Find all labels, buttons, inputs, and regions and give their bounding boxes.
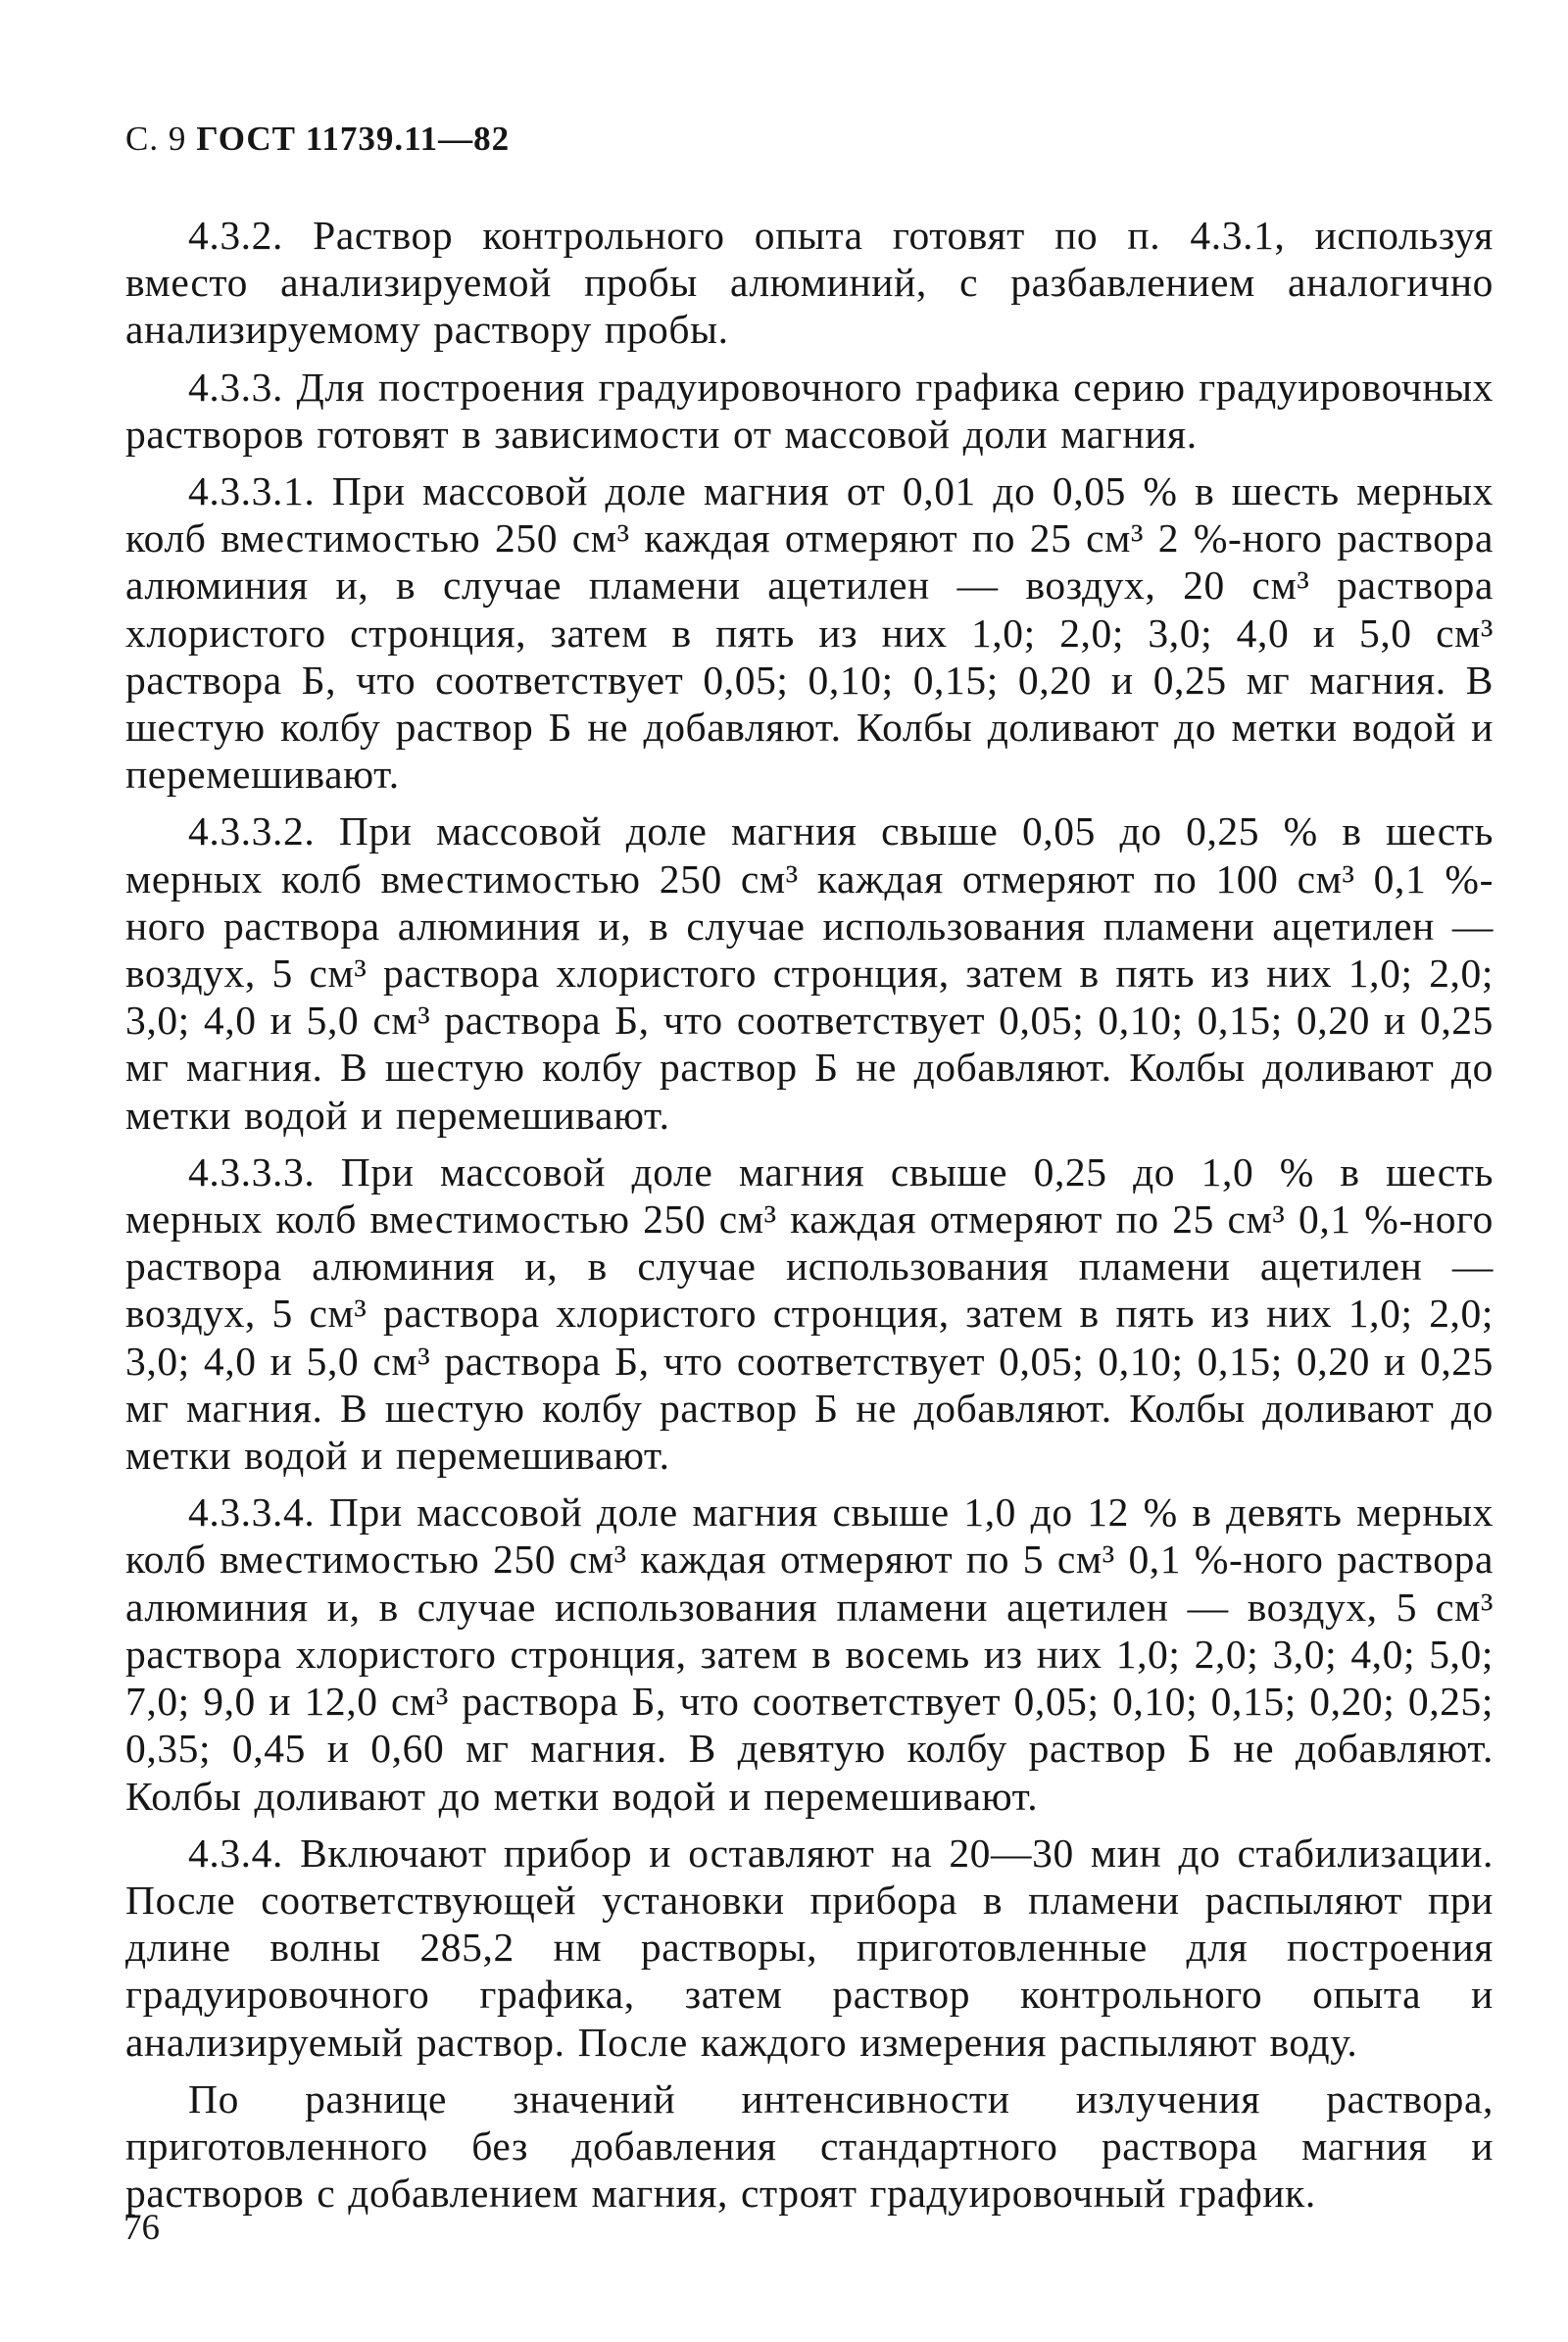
- header-standard-code: ГОСТ 11739.11—82: [196, 120, 511, 158]
- page-number: 76: [123, 2208, 160, 2248]
- paragraph-4-3-2: 4.3.2. Раствор контрольного опыта готовят по п. 4.3.1, используя вместо анализируемой пробы алюминий, с разбавлением аналогично анализируемому раствору пробы.: [125, 213, 1494, 353]
- paragraph-4-3-3-3: 4.3.3.3. При массовой доле магния свыше 0,25 до 1,0 % в шесть мерных колб вместимостью 250 см³ каждая отмеряют по 25 см³ 0,1 %-ного раствора алюминия и, в случае использования пламени ацетилен — воздух, 5 см³ раствора хлористого стронция, затем в пять из них 1,0; 2,0; 3,0; 4,0 и 5,0 см³ раствора Б, что соответствует 0,05; 0,10; 0,15; 0,20 и 0,25 мг магния. В шестую колбу раствор Б не добавляют. Колбы доливают до метки водой и перемешивают.: [125, 1148, 1494, 1479]
- paragraph-calibration-graph: По разнице значений интенсивности излучения раствора, приготовленного без добавления стандартного раствора магния и растворов с добавлением магния, строят градуировочный график.: [125, 2075, 1494, 2217]
- paragraph-4-3-3-4: 4.3.3.4. При массовой доле магния свыше 1,0 до 12 % в девять мерных колб вместимостью 250 см³ каждая отмеряют по 5 см³ 0,1 %-ного раствора алюминия и, в случае использования пламени ацетилен — воздух, 5 см³ раствора хлористого стронция, затем в восемь из них 1,0; 2,0; 3,0; 4,0; 5,0; 7,0; 9,0 и 12,0 см³ раствора Б, что соответствует 0,05; 0,10; 0,15; 0,20; 0,25; 0,35; 0,45 и 0,60 мг магния. В девятую колбу раствор Б не добавляют. Колбы доливают до метки водой и перемешивают.: [125, 1489, 1494, 1819]
- document-body: [125, 212, 1494, 2226]
- page-header: [125, 120, 510, 159]
- header-page-label: С. 9: [125, 120, 187, 158]
- paragraph-4-3-3: 4.3.3. Для построения градуировочного графика серию градуировочных растворов готовят в зависимости от массовой доли магния.: [125, 364, 1494, 457]
- paragraph-4-3-4: 4.3.4. Включают прибор и оставляют на 20—30 мин до стабилизации. После соответствующей установки прибора в пламени распыляют при длине волны 285,2 нм растворы, приготовленные для построения градуировочного графика, затем раствор контрольного опыта и анализируемый раствор. После каждого измерения распыляют воду.: [125, 1830, 1494, 2065]
- paragraph-4-3-3-2: 4.3.3.2. При массовой доле магния свыше 0,05 до 0,25 % в шесть мерных колб вместимостью 250 см³ каждая отмеряют по 100 см³ 0,1 %-ного раствора алюминия и, в случае использования пламени ацетилен — воздух, 5 см³ раствора хлористого стронция, затем в пять из них 1,0; 2,0; 3,0; 4,0 и 5,0 см³ раствора Б, что соответствует 0,05; 0,10; 0,15; 0,20 и 0,25 мг магния. В шестую колбу раствор Б не добавляют. Колбы доливают до метки водой и перемешивают.: [125, 808, 1494, 1138]
- paragraph-4-3-3-1: 4.3.3.1. При массовой доле магния от 0,01 до 0,05 % в шесть мерных колб вместимостью 250 см³ каждая отмеряют по 25 см³ 2 %-ного раствора алюминия и, в случае пламени ацетилен — воздух, 20 см³ раствора хлористого стронция, затем в пять из них 1,0; 2,0; 3,0; 4,0 и 5,0 см³ раствора Б, что соответствует 0,05; 0,10; 0,15; 0,20 и 0,25 мг магния. В шестую колбу раствор Б не добавляют. Колбы доливают до метки водой и перемешивают.: [125, 468, 1494, 798]
